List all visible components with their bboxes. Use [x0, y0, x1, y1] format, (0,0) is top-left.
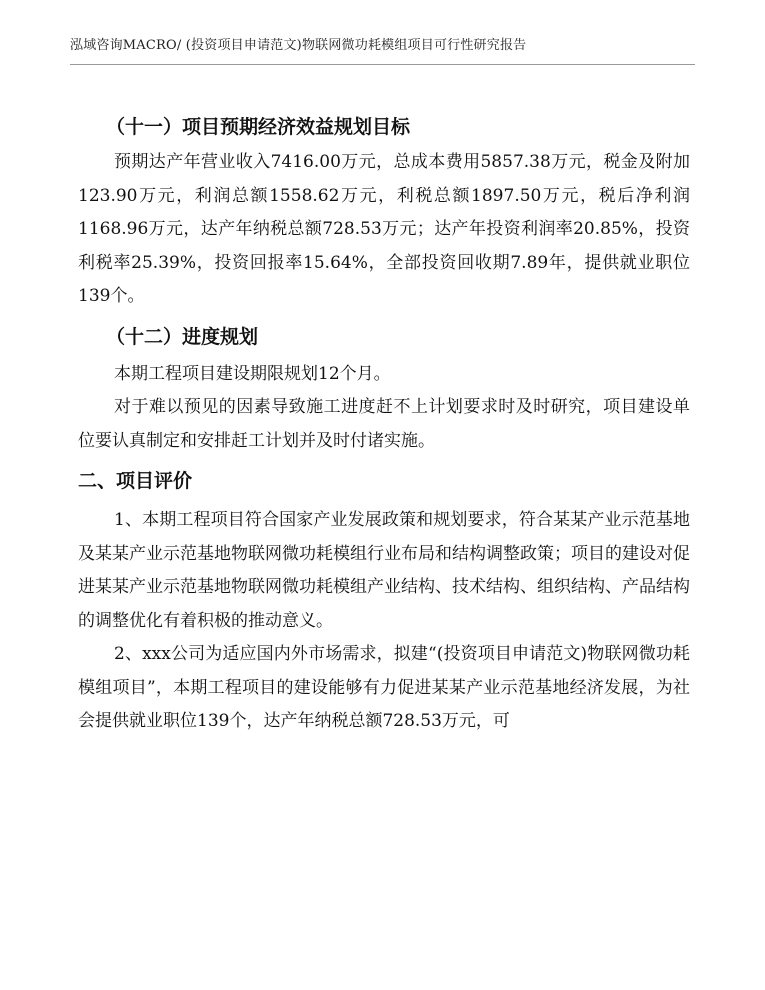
- paragraph-schedule-period: 本期工程项目建设期限规划12个月。: [114, 363, 391, 384]
- paragraph-schedule-measures: 对于难以预见的因素导致施工进度赶不上计划要求时及时研究，项目建设单位要认真制定和安排赶工计划并及时付诸实施。: [78, 397, 690, 451]
- section-heading-project-evaluation: 二、项目评价: [78, 470, 193, 492]
- section-heading-economic-targets: （十一）项目预期经济效益规划目标: [106, 116, 411, 138]
- paragraph-evaluation-2: 2、xxx公司为适应国内外市场需求，拟建“(投资项目申请范文)物联网微功耗模组项目”，本期工程项目的建设能够有力促进某某产业示范基地经济发展，为社会提供就业职位139个，达产年纳税总额728.53万元，可: [78, 644, 690, 731]
- document-body: [78, 112, 690, 739]
- section-heading-schedule: （十二）进度规划: [106, 325, 259, 348]
- paragraph-evaluation-1: 1、本期工程项目符合国家产业发展政策和规划要求，符合某某产业示范基地及某某产业示范基地物联网微功耗模组行业布局和结构调整政策；项目的建设对促进某某产业示范基地物联网微功耗模组产业结构、技术结构、组织结构、产品结构的调整优化有着积极的推动意义。: [78, 510, 690, 631]
- paragraph-economic-targets: 预期达产年营业收入7416.00万元，总成本费用5857.38万元，税金及附加123.90万元，利润总额1558.62万元，利税总额1897.50万元，税后净利润1168.96万元，达产年纳税总额728.53万元；达产年投资利润率20.85%，投资利税率25.39%，投资回报率15.64%，全部投资回收期7.89年，提供就业职位139个。: [78, 152, 690, 306]
- page-header: 泓域咨询MACRO/ (投资项目申请范文)物联网微功耗模组项目可行性研究报告: [70, 38, 527, 53]
- header-divider: [70, 64, 695, 65]
